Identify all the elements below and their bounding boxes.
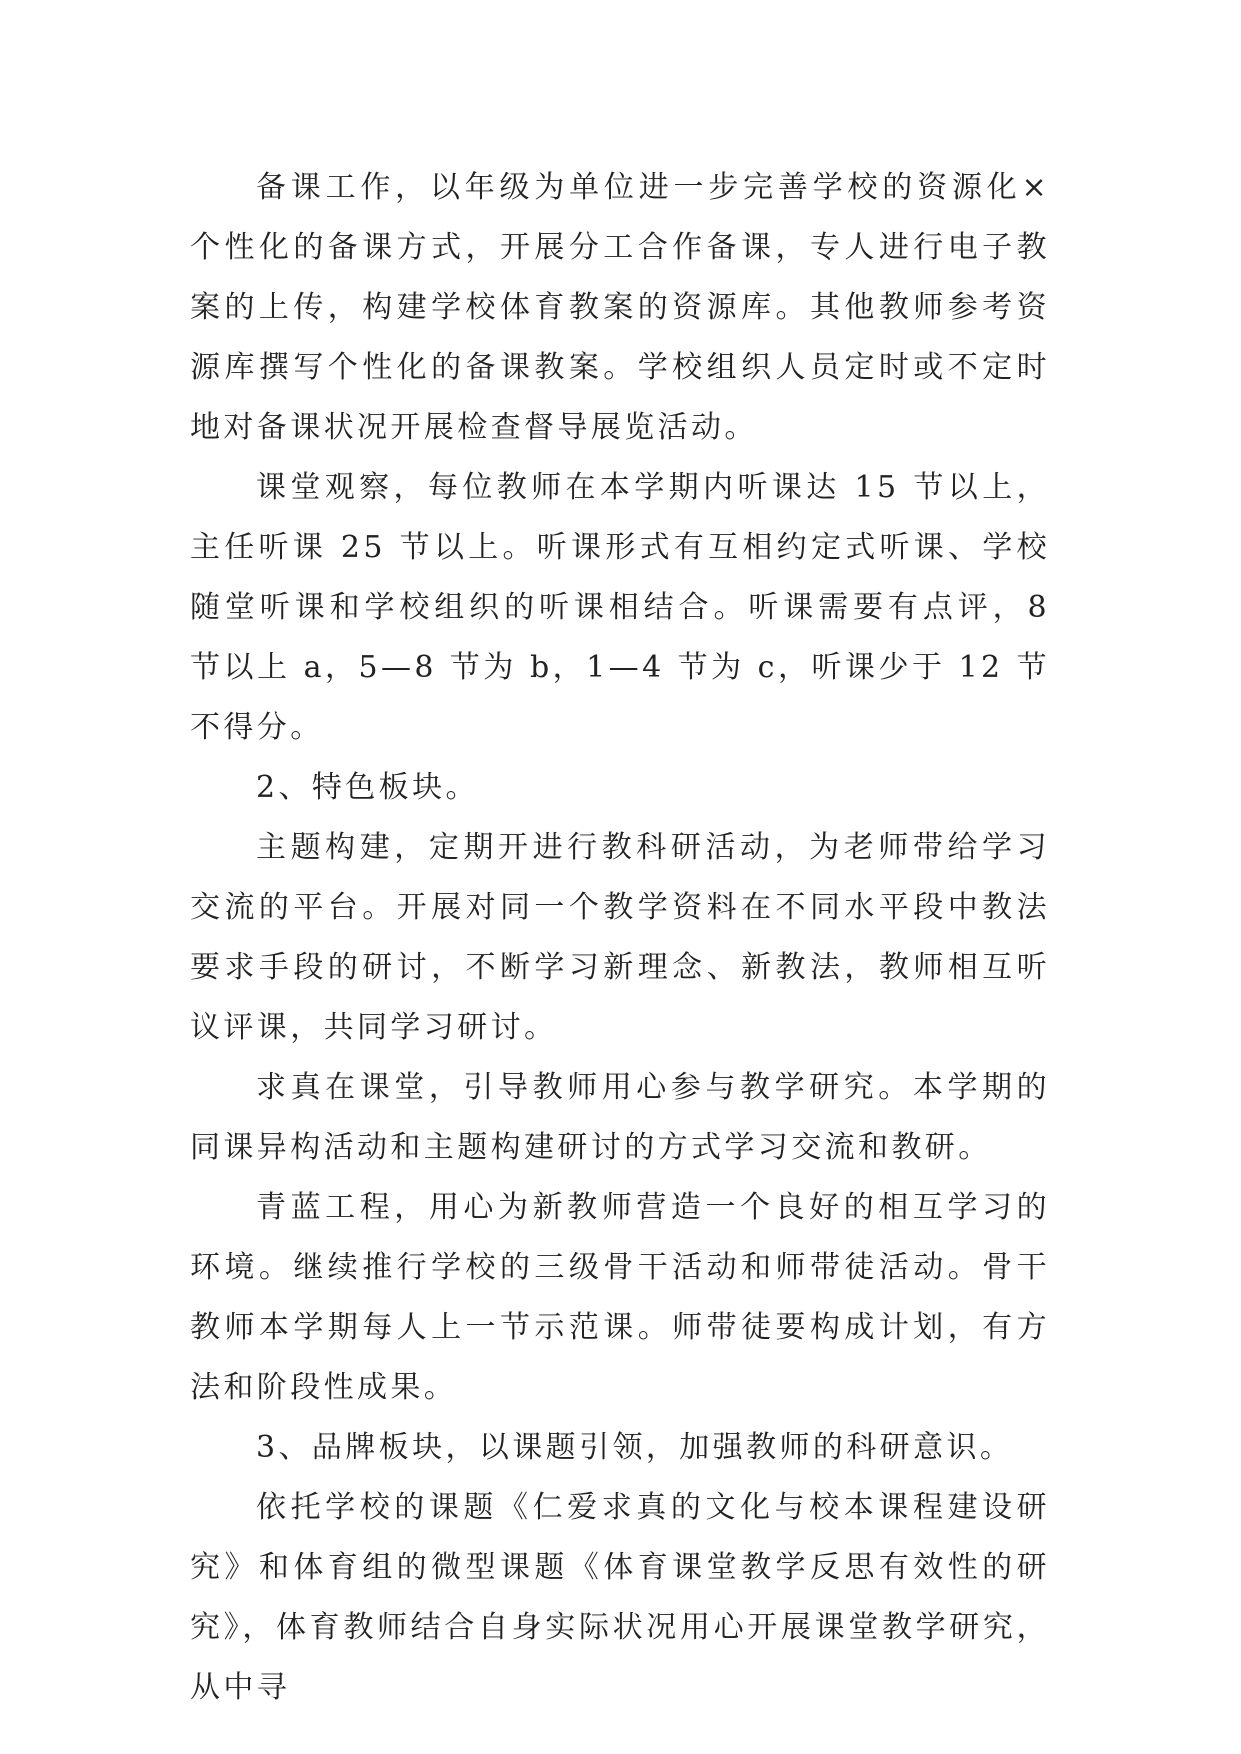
section-heading-feature: 2、特色板块。 [256, 770, 479, 805]
paragraph-mentoring-project: 青蓝工程，用心为新教师营造一个良好的相互学习的环境。继续推行学校的三级骨干活动和师带徒活动。骨干教师本学期每人上一节示范课。师带徒要构成计划，有方法和阶段性成果。 [190, 1190, 1050, 1405]
paragraph-research-topic: 依托学校的课题《仁爱求真的文化与校本课程建设研究》和体育组的微型课题《体育课堂教学反思有效性的研究》，体育教师结合自身实际状况用心开展课堂教学研究，从中寻 [190, 1490, 1050, 1705]
section-heading-brand: 3、品牌板块，以课题引领，加强教师的科研意识。 [256, 1430, 1014, 1465]
paragraph-truth-in-class: 求真在课堂，引导教师用心参与教学研究。本学期的同课异构活动和主题构建研讨的方式学习交流和教研。 [190, 1070, 1050, 1165]
paragraph-lesson-prep: 备课工作，以年级为单位进一步完善学校的资源化×个性化的备课方式，开展分工合作备课，专人进行电子教案的上传，构建学校体育教案的资源库。其他教师参考资源库撰写个性化的备课教案。学校组织人员定时或不定时地对备课状况开展检查督导展览活动。 [190, 170, 1050, 445]
paragraph-theme-building: 主题构建，定期开进行教科研活动，为老师带给学习交流的平台。开展对同一个教学资料在不同水平段中教法要求手段的研讨，不断学习新理念、新教法，教师相互听议评课，共同学习研讨。 [190, 830, 1050, 1045]
paragraph-class-observation: 课堂观察，每位教师在本学期内听课达 15 节以上，主任听课 25 节以上。听课形式有互相约定式听课、学校随堂听课和学校组织的听课相结合。听课需要有点评，8 节以上 a，5—8 节为 b，1—4 节为 c，听课少于 12 节不得分。 [190, 470, 1050, 745]
document-body [190, 158, 1050, 1718]
